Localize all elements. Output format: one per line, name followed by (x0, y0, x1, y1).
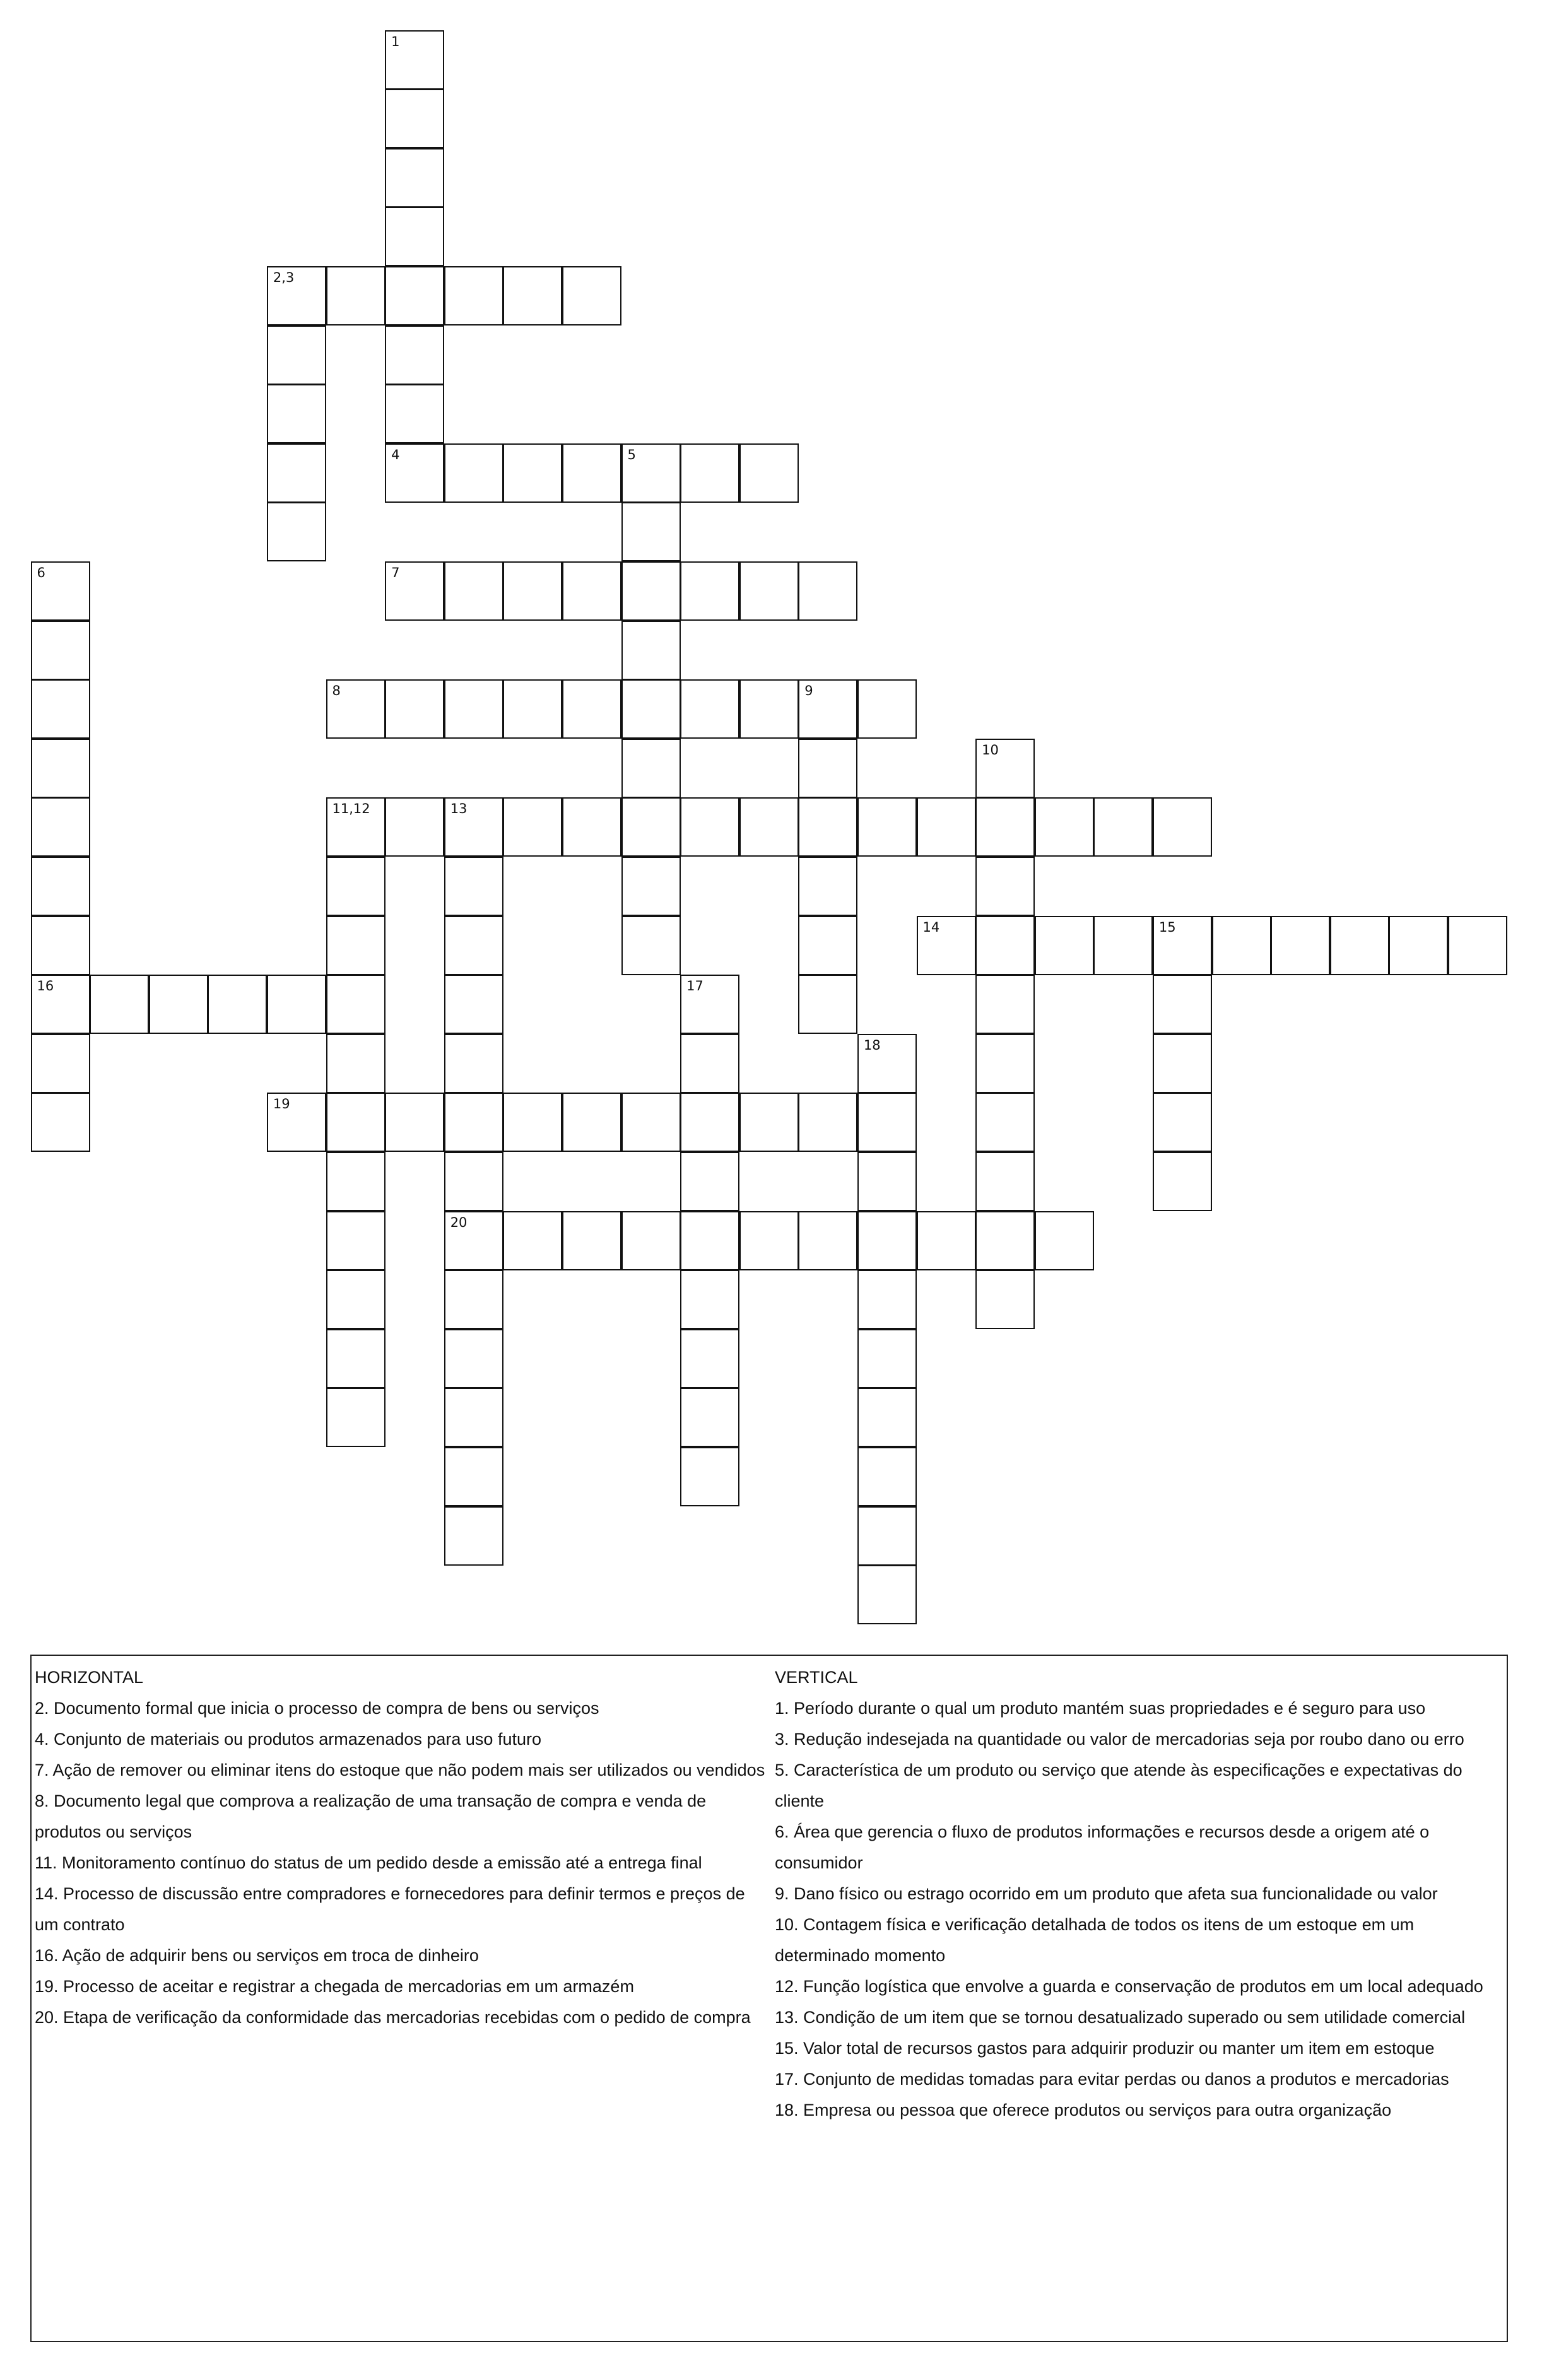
crossword-cell[interactable] (444, 916, 503, 975)
crossword-cell[interactable] (326, 1329, 386, 1388)
crossword-cell[interactable] (444, 1506, 503, 1566)
clue-number: 9 (804, 683, 813, 699)
clue-h-11: 11. Monitoramento contínuo do status de um pedido desde a emissão até a entrega final (35, 1853, 702, 1872)
crossword-cell[interactable] (917, 916, 976, 975)
crossword-cell[interactable] (326, 679, 386, 739)
crossword-cell[interactable] (680, 1388, 739, 1447)
crossword-cell[interactable] (621, 797, 681, 857)
crossword-cell[interactable] (503, 797, 562, 857)
crossword-cell[interactable] (385, 30, 444, 90)
crossword-cell[interactable] (680, 1093, 739, 1152)
crossword-cell[interactable] (798, 916, 857, 975)
crossword-cell[interactable] (857, 1270, 917, 1329)
clue-v-17: 17. Conjunto de medidas tomadas para evitar perdas ou danos a produtos e mercadorias (775, 2070, 1449, 2089)
crossword-cell[interactable] (503, 1093, 562, 1152)
crossword-cell[interactable] (1271, 916, 1330, 975)
crossword-cell[interactable] (857, 797, 917, 857)
clue-number: 7 (391, 565, 400, 580)
crossword-cell[interactable] (326, 1152, 386, 1211)
crossword-cell[interactable] (326, 1211, 386, 1270)
crossword-cell[interactable] (562, 266, 621, 325)
clue-h-19: 19. Processo de aceitar e registrar a chegada de mercadorias em um armazém (35, 1977, 634, 1996)
crossword-cell[interactable] (444, 266, 503, 325)
crossword-cell[interactable] (503, 266, 562, 325)
crossword-cell[interactable] (857, 1034, 917, 1093)
crossword-cell[interactable] (326, 916, 386, 975)
clue-number: 1 (391, 33, 400, 49)
crossword-cell[interactable] (326, 797, 386, 857)
crossword-cell[interactable] (444, 975, 503, 1034)
crossword-cell[interactable] (444, 1388, 503, 1447)
crossword-cell[interactable] (31, 561, 90, 621)
crossword-cell[interactable] (503, 679, 562, 739)
vertical-heading: VERTICAL (775, 1668, 858, 1687)
crossword-cell[interactable] (975, 1211, 1035, 1270)
crossword-cell[interactable] (326, 857, 386, 916)
crossword-cell[interactable] (680, 1447, 739, 1506)
crossword-cell[interactable] (975, 797, 1035, 857)
clue-v-18: 18. Empresa ou pessoa que oferece produtos ou serviços para outra organização (775, 2101, 1392, 2119)
clue-v-12: 12. Função logística que envolve a guarda e conservação de produtos em um local adequado (775, 1977, 1483, 1996)
crossword-cell[interactable] (503, 561, 562, 621)
crossword-cell[interactable] (267, 502, 326, 561)
crossword-cell[interactable] (385, 384, 444, 443)
crossword-cell[interactable] (621, 1093, 681, 1152)
crossword-cell[interactable] (326, 1388, 386, 1447)
crossword-cell[interactable] (326, 975, 386, 1034)
crossword-cell[interactable] (857, 1211, 917, 1270)
clue-v-10: 10. Contagem física e verificação detalhada de todos os itens de um estoque em um determinado momento (775, 1915, 1415, 1965)
crossword-cell[interactable] (798, 739, 857, 798)
clue-h-20: 20. Etapa de verificação da conformidade das mercadorias recebidas com o pedido de compra (35, 2008, 751, 2027)
crossword-cell[interactable] (90, 975, 149, 1034)
crossword-cell[interactable] (31, 621, 90, 680)
crossword-cell[interactable] (975, 975, 1035, 1034)
crossword-cell[interactable] (444, 1447, 503, 1506)
crossword-cell[interactable] (562, 1093, 621, 1152)
crossword-cell[interactable] (680, 1034, 739, 1093)
crossword-cell[interactable] (31, 975, 90, 1034)
crossword-cell[interactable] (31, 857, 90, 916)
clue-number: 2,3 (273, 269, 295, 285)
crossword-cell[interactable] (798, 797, 857, 857)
clue-v-9: 9. Dano físico ou estrago ocorrido em um produto que afeta sua funcionalidade ou valor (775, 1884, 1438, 1903)
clue-v-6: 6. Área que gerencia o fluxo de produtos informações e recursos desde a origem até o consumidor (775, 1822, 1430, 1872)
crossword-cell[interactable] (385, 325, 444, 385)
clue-number: 19 (273, 1096, 290, 1112)
crossword-cell[interactable] (739, 1093, 799, 1152)
crossword-cell[interactable] (798, 679, 857, 739)
crossword-cell[interactable] (798, 975, 857, 1034)
crossword-cell[interactable] (31, 1093, 90, 1152)
crossword-cell[interactable] (149, 975, 208, 1034)
crossword-cell[interactable] (1153, 1152, 1212, 1211)
clue-number: 15 (1158, 919, 1176, 935)
crossword-cell[interactable] (975, 1034, 1035, 1093)
crossword-cell[interactable] (1389, 916, 1448, 975)
crossword-cell[interactable] (1035, 797, 1094, 857)
crossword-cell[interactable] (267, 325, 326, 385)
crossword-cell[interactable] (31, 1034, 90, 1093)
crossword-cell[interactable] (621, 561, 681, 621)
crossword-cell[interactable] (31, 797, 90, 857)
crossword-cell[interactable] (1153, 1034, 1212, 1093)
crossword-cell[interactable] (680, 1211, 739, 1270)
crossword-cell[interactable] (562, 1211, 621, 1270)
crossword-cell[interactable] (798, 1093, 857, 1152)
crossword-cell[interactable] (1448, 916, 1507, 975)
crossword-cell[interactable] (917, 797, 976, 857)
crossword-cell[interactable] (1093, 797, 1153, 857)
clue-number: 8 (332, 683, 341, 699)
clue-number: 6 (37, 565, 45, 580)
clue-number: 14 (922, 919, 940, 935)
crossword-cell[interactable] (444, 857, 503, 916)
crossword-cell[interactable] (857, 1447, 917, 1506)
crossword-cell[interactable] (208, 975, 267, 1034)
crossword-cell[interactable] (857, 1329, 917, 1388)
crossword-cell[interactable] (503, 443, 562, 503)
clue-number: 17 (686, 978, 703, 994)
crossword-cell[interactable] (385, 89, 444, 148)
crossword-cell[interactable] (444, 1329, 503, 1388)
crossword-cell[interactable] (975, 916, 1035, 975)
crossword-cell[interactable] (1035, 916, 1094, 975)
crossword-cell[interactable] (385, 443, 444, 503)
crossword-cell[interactable] (385, 797, 444, 857)
clue-number: 16 (37, 978, 54, 994)
crossword-cell[interactable] (267, 266, 326, 325)
clues-box (30, 1655, 1508, 2342)
crossword-cell[interactable] (798, 1211, 857, 1270)
crossword-cell[interactable] (31, 916, 90, 975)
horizontal-clues (35, 1662, 773, 2033)
crossword-cell[interactable] (621, 443, 681, 503)
crossword-cell[interactable] (680, 679, 739, 739)
crossword-cell[interactable] (857, 1388, 917, 1447)
crossword-cell[interactable] (739, 797, 799, 857)
crossword-cell[interactable] (31, 679, 90, 739)
crossword-cell[interactable] (267, 384, 326, 443)
clue-v-15: 15. Valor total de recursos gastos para adquirir produzir ou manter um item em estoque (775, 2039, 1435, 2058)
clue-v-1: 1. Período durante o qual um produto mantém suas propriedades e é seguro para uso (775, 1699, 1426, 1718)
crossword-cell[interactable] (739, 443, 799, 503)
crossword-cell[interactable] (975, 857, 1035, 916)
crossword-cell[interactable] (267, 975, 326, 1034)
horizontal-heading: HORIZONTAL (35, 1668, 144, 1687)
crossword-cell[interactable] (975, 1093, 1035, 1152)
crossword-cell[interactable] (621, 621, 681, 680)
crossword-cell[interactable] (857, 1506, 917, 1566)
clue-v-5: 5. Característica de um produto ou serviço que atende às especificações e expectativas do cliente (775, 1761, 1463, 1810)
crossword-cell[interactable] (326, 1270, 386, 1329)
crossword-cell[interactable] (975, 739, 1035, 798)
crossword-cell[interactable] (1212, 916, 1271, 975)
clue-h-14: 14. Processo de discussão entre compradores e fornecedores para definir termos e preços de um contrato (35, 1884, 745, 1934)
crossword-cell[interactable] (444, 1152, 503, 1211)
clue-h-7: 7. Ação de remover ou eliminar itens do estoque que não podem mais ser utilizados ou vendidos (35, 1761, 765, 1779)
crossword-cell[interactable] (562, 561, 621, 621)
clue-number: 20 (450, 1214, 468, 1230)
crossword-cell[interactable] (326, 1093, 386, 1152)
crossword-cell[interactable] (444, 1093, 503, 1152)
crossword-cell[interactable] (621, 857, 681, 916)
crossword-cell[interactable] (1093, 916, 1153, 975)
crossword-cell[interactable] (562, 797, 621, 857)
crossword-cell[interactable] (739, 561, 799, 621)
crossword-cell[interactable] (798, 857, 857, 916)
crossword-cell[interactable] (621, 1211, 681, 1270)
crossword-cell[interactable] (857, 679, 917, 739)
crossword-cell[interactable] (385, 679, 444, 739)
crossword-cell[interactable] (680, 975, 739, 1034)
crossword-cell[interactable] (1153, 1093, 1212, 1152)
crossword-cell[interactable] (1153, 797, 1212, 857)
crossword-cell[interactable] (444, 1211, 503, 1270)
crossword-cell[interactable] (798, 561, 857, 621)
crossword-cell[interactable] (857, 1093, 917, 1152)
crossword-cell[interactable] (267, 1093, 326, 1152)
clue-v-13: 13. Condição de um item que se tornou desatualizado superado ou sem utilidade comercial (775, 2008, 1466, 2027)
crossword-cell[interactable] (621, 739, 681, 798)
crossword-cell[interactable] (444, 1270, 503, 1329)
crossword-cell[interactable] (444, 797, 503, 857)
crossword-cell[interactable] (739, 679, 799, 739)
crossword-cell[interactable] (1330, 916, 1389, 975)
crossword-cell[interactable] (621, 916, 681, 975)
crossword-cell[interactable] (444, 561, 503, 621)
crossword-cell[interactable] (385, 148, 444, 208)
clue-number: 10 (982, 742, 999, 758)
crossword-cell[interactable] (385, 266, 444, 325)
clue-number: 18 (863, 1037, 881, 1053)
clue-number: 4 (391, 447, 400, 462)
crossword-cell[interactable] (621, 679, 681, 739)
crossword-cell[interactable] (503, 1211, 562, 1270)
crossword-cell[interactable] (857, 1152, 917, 1211)
crossword-cell[interactable] (326, 1034, 386, 1093)
crossword-cell[interactable] (444, 443, 503, 503)
crossword-cell[interactable] (621, 502, 681, 561)
crossword-cell[interactable] (385, 207, 444, 266)
crossword-cell[interactable] (975, 1152, 1035, 1211)
crossword-cell[interactable] (444, 1034, 503, 1093)
crossword-cell[interactable] (1153, 916, 1212, 975)
crossword-cell[interactable] (739, 1211, 799, 1270)
clue-h-2: 2. Documento formal que inicia o processo de compra de bens ou serviços (35, 1699, 599, 1718)
crossword-cell[interactable] (267, 443, 326, 503)
crossword-cell[interactable] (917, 1211, 976, 1270)
clue-v-3: 3. Redução indesejada na quantidade ou valor de mercadorias seja por roubo dano ou erro (775, 1730, 1464, 1749)
crossword-cell[interactable] (326, 266, 386, 325)
crossword-cell[interactable] (562, 679, 621, 739)
crossword-cell[interactable] (680, 797, 739, 857)
crossword-cell[interactable] (680, 561, 739, 621)
crossword-cell[interactable] (31, 739, 90, 798)
crossword-cell[interactable] (562, 443, 621, 503)
crossword-cell[interactable] (1153, 975, 1212, 1034)
crossword-cell[interactable] (385, 561, 444, 621)
clue-number: 11,12 (332, 801, 370, 817)
clue-h-16: 16. Ação de adquirir bens ou serviços em troca de dinheiro (35, 1946, 479, 1965)
crossword-cell[interactable] (444, 679, 503, 739)
crossword-cell[interactable] (385, 1093, 444, 1152)
crossword-cell[interactable] (680, 1329, 739, 1388)
clue-number: 5 (627, 447, 636, 462)
crossword-cell[interactable] (857, 1565, 917, 1624)
clue-number: 13 (450, 801, 468, 817)
vertical-clues (775, 1662, 1507, 2126)
crossword-cell[interactable] (1035, 1211, 1094, 1270)
crossword-cell[interactable] (680, 1270, 739, 1329)
crossword-cell[interactable] (975, 1270, 1035, 1329)
clue-h-4: 4. Conjunto de materiais ou produtos armazenados para uso futuro (35, 1730, 541, 1749)
crossword-cell[interactable] (680, 443, 739, 503)
clue-h-8: 8. Documento legal que comprova a realização de uma transação de compra e venda de produtos ou serviços (35, 1791, 707, 1841)
crossword-cell[interactable] (680, 1152, 739, 1211)
